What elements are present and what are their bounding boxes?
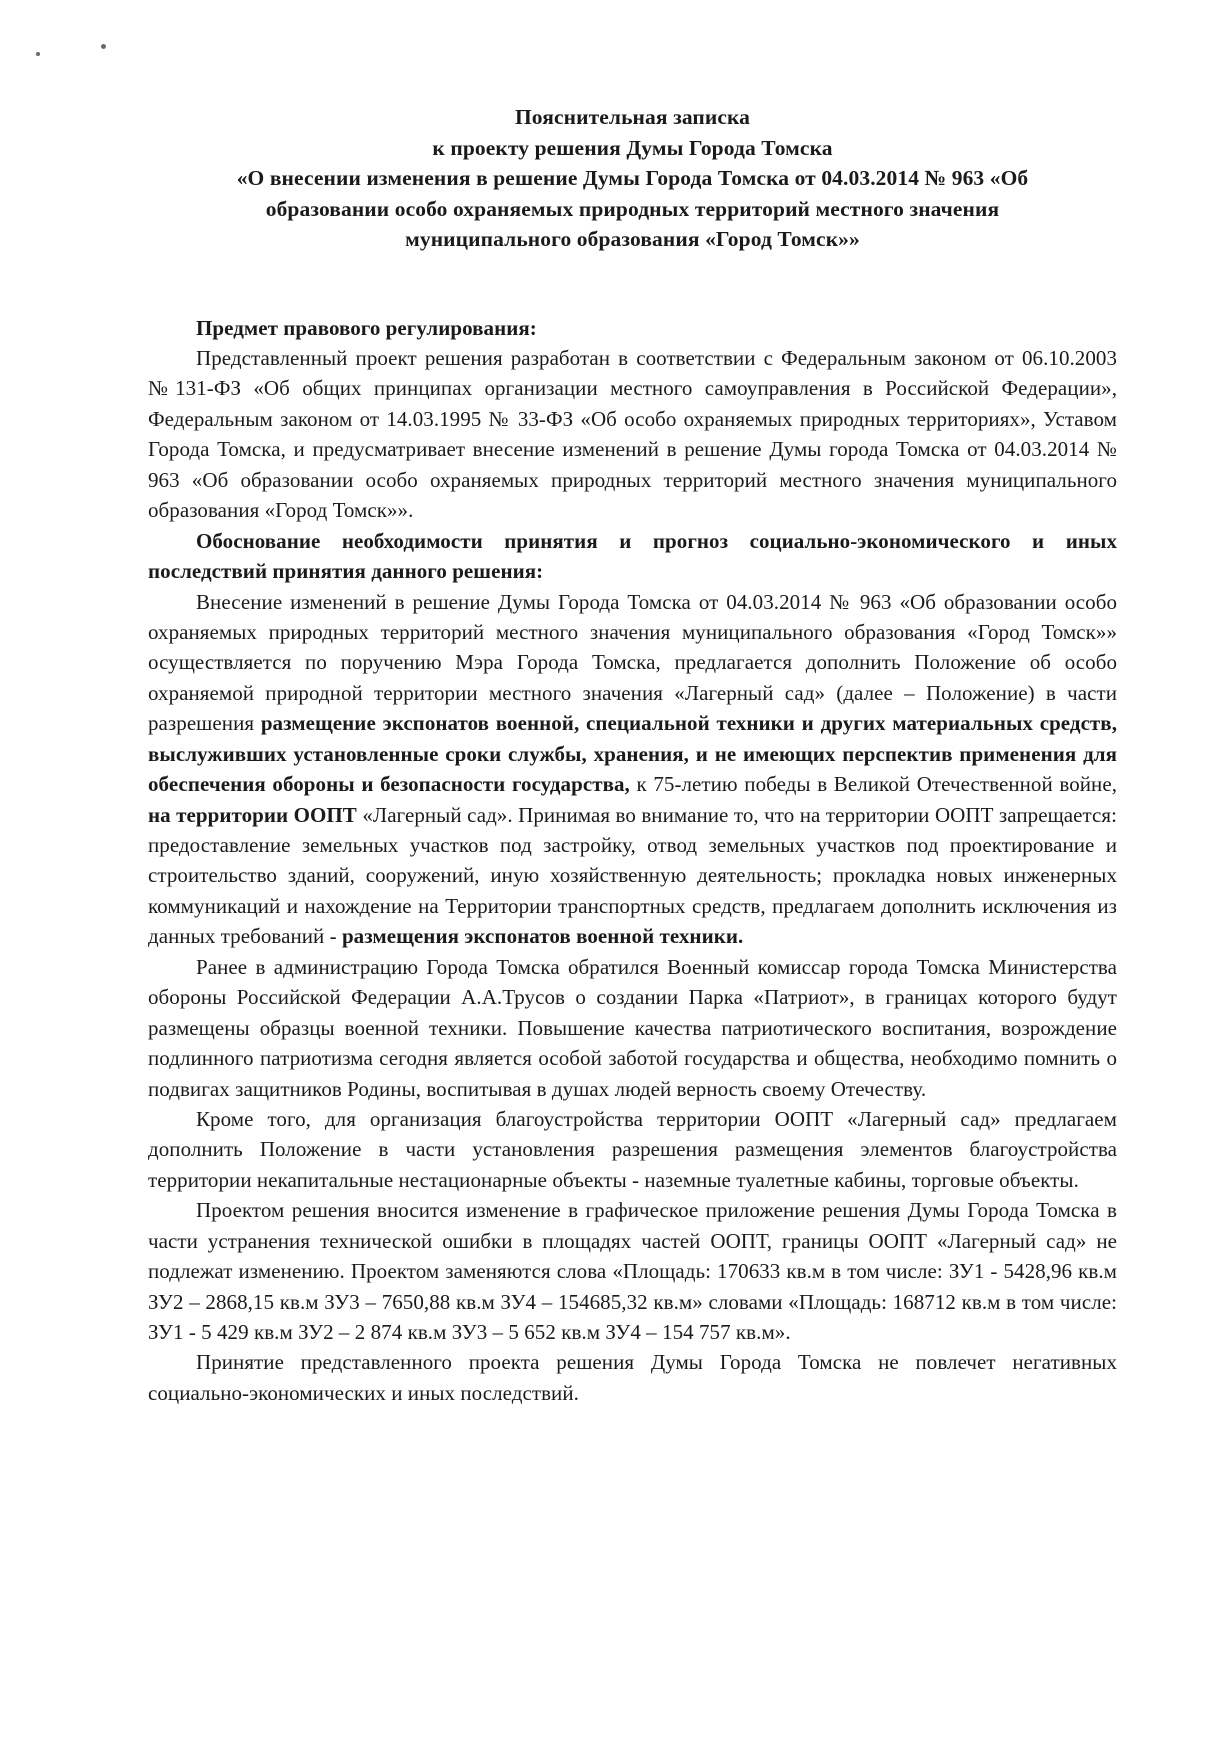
document-body <box>148 313 1117 1409</box>
para-bold-1: размещение экспонатов военной, специальной техники и других материальных средств, выслуживших установленные сроки службы, хранения, и не имеющих перспектив применения для обеспечения обороны и безопасности государства, <box>148 711 1117 797</box>
paragraph-justification-3: Кроме того, для организация благоустройства территории ООПТ «Лагерный сад» предлагаем дополнить Положение в части установления разрешения размещения элементов благоустройства территории некапитальные нестационарные объекты - наземные туалетные кабины, торговые объекты. <box>148 1106 1117 1192</box>
para-bold-3: размещения экспонатов военной техники. <box>341 924 744 949</box>
section-heading-subject-text: Предмет правового регулирования: <box>196 315 537 340</box>
section-heading-justification <box>148 526 1117 587</box>
document-title <box>148 102 1117 255</box>
paragraph-justification-2: Ранее в администрацию Города Томска обратился Военный комиссар города Томска Министерства обороны Российской Федерации А.А.Трусов о создании Парка «Патриот», в границах которого будут размещены образцы военной техники. Повышение качества патриотического воспитания, возрождение подлинного патриотизма сегодня является особой заботой государства и общества, необходимо помнить о подвигах защитников Родины, воспитывая в душах людей верность своему Отечеству. <box>148 954 1117 1101</box>
para-bold-2: на территории ООПТ <box>148 802 357 827</box>
title-line-2: к проекту решения Думы Города Томска <box>432 135 833 160</box>
title-line-3: «О внесении изменения в решение Думы Города Томска от 04.03.2014 № 963 «Об <box>236 166 1029 191</box>
scan-speck-icon <box>36 52 40 56</box>
paragraph-subject-1: Представленный проект решения разработан в соответствии с Федеральным законом от 06.10.2003 №131-ФЗ «Об общих принципах организации местного самоуправления в Российской Федерации», Федеральным законом от 14.03.1995 № 33-ФЗ «Об особо охраняемых природных территориях», Уставом Города Томска, и предусматривает внесение изменений в решение Думы города Томска от 04.03.2014 № 963 «Об образовании особо охраняемых природных территорий местного значения муниципального образования «Город Томск»». <box>148 346 1117 523</box>
title-line-4: образовании особо охраняемых природных территорий местного значения <box>265 196 1000 221</box>
paragraph-justification-1 <box>148 587 1117 952</box>
title-line-1: Пояснительная записка <box>514 105 751 129</box>
scan-speck-icon <box>101 44 106 49</box>
section-heading-justification-text: Обоснование необходимости принятия и прогноз социально-экономического и иных последствий принятия данного решения: <box>148 528 1117 584</box>
paragraph-justification-4: Проектом решения вносится изменение в графическое приложение решения Думы Города Томска в части устранения технической ошибки в площадях частей ООПТ, границы ООПТ «Лагерный сад» не подлежат изменению. Проектом заменяются слова «Площадь: 170633 кв.м в том числе: ЗУ1 - 5428,96 кв.м ЗУ2 – 2868,15 кв.м ЗУ3 – 7650,88 кв.м ЗУ4 – 154685,32 кв.м» словами «Площадь: 168712 кв.м в том числе: ЗУ1 - 5 429 кв.м ЗУ2 – 2 874 кв.м ЗУ3 – 5 652 кв.м ЗУ4 – 154 757 кв.м». <box>148 1198 1117 1345</box>
section-heading-subject <box>148 313 1117 343</box>
para-mid-1: к 75-летию победы в Великой Отечественной войне, <box>629 772 1117 797</box>
para-lead-text: Внесение изменений в решение Думы Города Томска от 04.03.2014 № 963 «Об образовании особо охраняемых природных территорий местного значения муниципального образования «Город Томск»» осуществляется по поручению Мэра Города Томска, предлагается дополнить Положение об особо охраняемой природной территории местного значения «Лагерный сад» (далее – Положение) в части разрешения <box>148 589 1117 736</box>
paragraph-justification-5: Принятие представленного проекта решения Думы Города Томска не повлечет негативных социально-экономических и иных последствий. <box>148 1350 1117 1405</box>
para-mid-2: «Лагерный сад». Принимая во внимание то, что на территории ООПТ запрещается: предоставление земельных участков под застройку, отвод земельных участков под проектирование и строительство зданий, сооружений, иную хозяйственную деятельность; прокладка новых инженерных коммуникаций и нахождение на Территории транспортных средств, предлагаем дополнить исключения из данных требований - <box>148 802 1117 949</box>
title-line-5: муниципального образования «Город Томск»» <box>405 227 860 252</box>
